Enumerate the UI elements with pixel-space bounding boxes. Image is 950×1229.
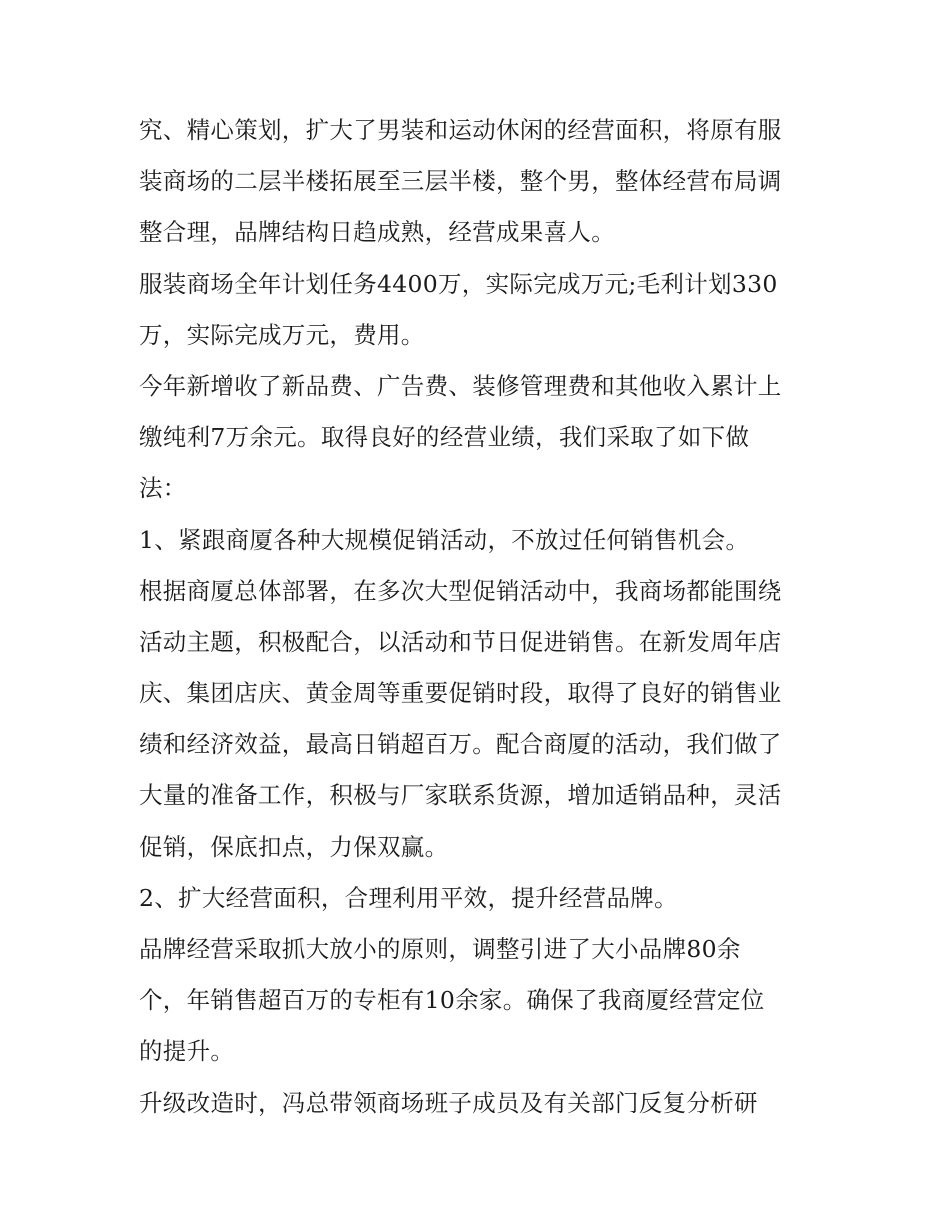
document-body — [139, 105, 819, 1129]
text-line: 缴纯利7万余元。取得良好的经营业绩，我们采取了如下做 — [139, 423, 750, 452]
text-line: 庆、集团店庆、黄金周等重要促销时段，取得了良好的销售业 — [139, 679, 782, 708]
text-line: 的提升。 — [139, 1037, 235, 1066]
text-line: 装商场的二层半楼拓展至三层半楼，整个男，整体经营布局调 — [139, 167, 782, 196]
text-line: 升级改造时，冯总带领商场班子成员及有关部门反复分析研 — [139, 1088, 758, 1117]
text-line: 个，年销售超百万的专柜有10余家。确保了我商厦经营定位 — [139, 986, 765, 1015]
text-line: 法： — [139, 474, 187, 503]
text-line: 大量的准备工作，积极与厂家联系货源，增加适销品种，灵活 — [139, 781, 782, 810]
text-line: 活动主题，积极配合，以活动和节日促进销售。在新发周年店 — [139, 627, 782, 656]
text-line: 今年新增收了新品费、广告费、装修管理费和其他收入累计上 — [139, 371, 782, 400]
text-line: 万，实际完成万元，费用。 — [139, 320, 425, 349]
section-heading: 2、扩大经营面积，合理利用平效，提升经营品牌。 — [139, 883, 678, 912]
text-line: 服装商场全年计划任务4400万，实际完成万元;毛利计划330 — [139, 269, 778, 298]
text-line: 整合理，品牌结构日趋成熟，经营成果喜人。 — [139, 218, 615, 247]
text-line: 根据商厦总体部署，在多次大型促销活动中，我商场都能围绕 — [139, 576, 782, 605]
text-line: 品牌经营采取抓大放小的原则，调整引进了大小品牌80余 — [139, 935, 741, 963]
section-heading: 1、紧跟商厦各种大规模促销活动，不放过任何销售机会。 — [139, 525, 750, 554]
text-line: 究、精心策划，扩大了男装和运动休闲的经营面积，将原有服 — [139, 116, 782, 144]
text-line: 促销，保底扣点，力保双赢。 — [139, 832, 449, 861]
text-line: 绩和经济效益，最高日销超百万。配合商厦的活动，我们做了 — [139, 730, 782, 759]
